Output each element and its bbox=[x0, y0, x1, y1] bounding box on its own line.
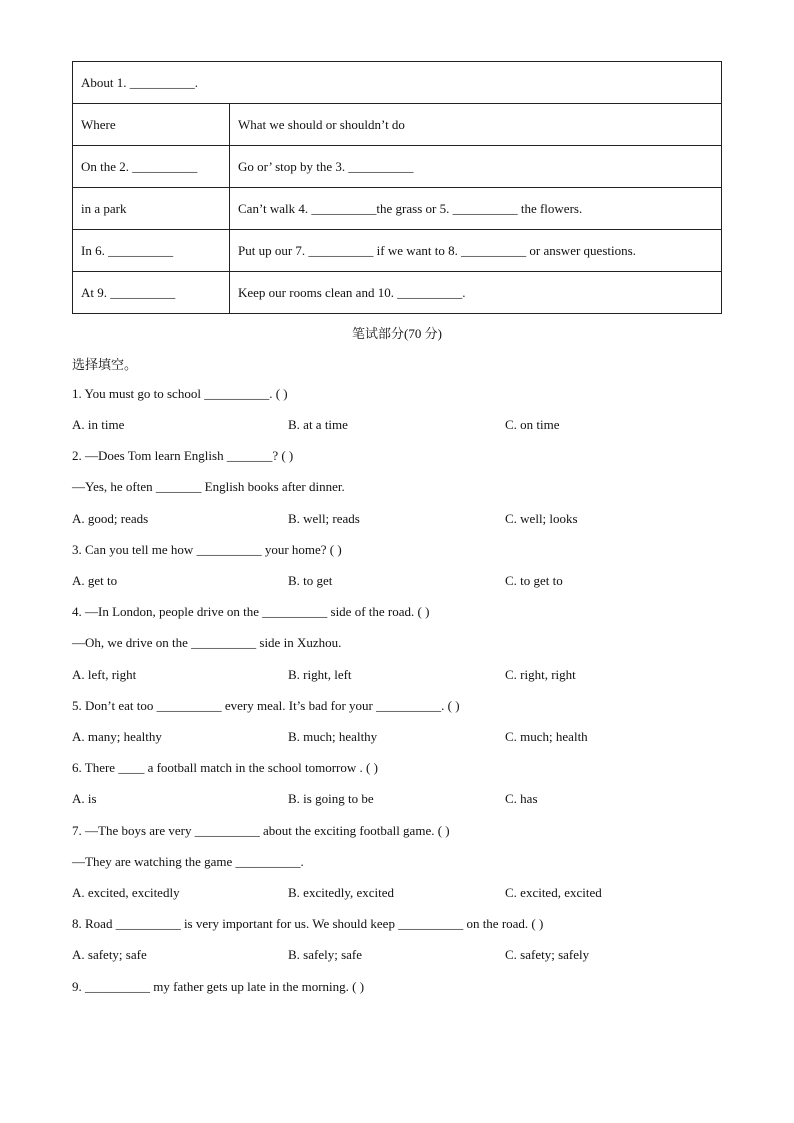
table-cell: In 6. __________ bbox=[73, 230, 230, 272]
option-a: A. excited, excitedly bbox=[72, 885, 180, 900]
option-a: A. in time bbox=[72, 417, 125, 432]
table-row bbox=[73, 62, 722, 104]
option-b: B. at a time bbox=[288, 417, 348, 432]
subsection-heading: 选择填空。 bbox=[72, 357, 138, 372]
option-b: B. much; healthy bbox=[288, 729, 378, 744]
question-text: —They are watching the game __________. bbox=[72, 854, 304, 869]
question-text: 7. —The boys are very __________ about the exciting football game. ( ) bbox=[72, 823, 450, 838]
option-b: B. to get bbox=[288, 573, 333, 588]
question-text: 1. You must go to school __________. ( ) bbox=[72, 386, 288, 401]
question-text: 8. Road __________ is very important for us. We should keep __________ on the road. ( ) bbox=[72, 916, 544, 931]
table-cell: What we should or shouldn’t do bbox=[230, 104, 722, 146]
table-cell: Can’t walk 4. __________the grass or 5. __________ the flowers. bbox=[230, 188, 722, 230]
option-a: A. left, right bbox=[72, 667, 137, 682]
table-row bbox=[73, 104, 722, 146]
question-text: 4. —In London, people drive on the __________ side of the road. ( ) bbox=[72, 604, 430, 619]
table-cell: At 9. __________ bbox=[73, 272, 230, 314]
option-a: A. get to bbox=[72, 573, 118, 588]
option-b: B. right, left bbox=[288, 667, 352, 682]
option-a: A. good; reads bbox=[72, 511, 149, 526]
table-cell: Keep our rooms clean and 10. __________. bbox=[230, 272, 722, 314]
option-c: C. excited, excited bbox=[505, 885, 602, 900]
question-text: 9. __________ my father gets up late in the morning. ( ) bbox=[72, 979, 365, 994]
table-cell: About 1. __________. bbox=[73, 62, 722, 104]
table-row bbox=[73, 272, 722, 314]
summary-table bbox=[72, 61, 722, 314]
question-text: 2. —Does Tom learn English _______? ( ) bbox=[72, 448, 294, 463]
option-b: B. safely; safe bbox=[288, 947, 363, 962]
option-c: C. safety; safely bbox=[505, 947, 590, 962]
option-b: B. is going to be bbox=[288, 791, 374, 806]
table-row bbox=[73, 188, 722, 230]
option-b: B. well; reads bbox=[288, 511, 360, 526]
option-c: C. to get to bbox=[505, 573, 563, 588]
option-c: C. right, right bbox=[505, 667, 576, 682]
question-text: 3. Can you tell me how __________ your home? ( ) bbox=[72, 542, 342, 557]
table-cell: in a park bbox=[73, 188, 230, 230]
table-cell: Go or’ stop by the 3. __________ bbox=[230, 146, 722, 188]
option-b: B. excitedly, excited bbox=[288, 885, 395, 900]
question-text: 5. Don’t eat too __________ every meal. It’s bad for your __________. ( ) bbox=[72, 698, 460, 713]
section-title: 笔试部分(70 分) bbox=[352, 326, 442, 341]
option-a: A. safety; safe bbox=[72, 947, 147, 962]
table-row bbox=[73, 230, 722, 272]
question-text: 6. There ____ a football match in the school tomorrow . ( ) bbox=[72, 760, 378, 775]
option-a: A. is bbox=[72, 791, 97, 806]
option-c: C. much; health bbox=[505, 729, 588, 744]
table-cell: Where bbox=[73, 104, 230, 146]
option-a: A. many; healthy bbox=[72, 729, 162, 744]
table-row bbox=[73, 146, 722, 188]
option-c: C. well; looks bbox=[505, 511, 578, 526]
option-c: C. on time bbox=[505, 417, 560, 432]
question-text: —Yes, he often _______ English books after dinner. bbox=[72, 479, 345, 494]
option-c: C. has bbox=[505, 791, 538, 806]
table-cell: Put up our 7. __________ if we want to 8. __________ or answer questions. bbox=[230, 230, 722, 272]
question-text: —Oh, we drive on the __________ side in Xuzhou. bbox=[72, 635, 342, 650]
table-cell: On the 2. __________ bbox=[73, 146, 230, 188]
